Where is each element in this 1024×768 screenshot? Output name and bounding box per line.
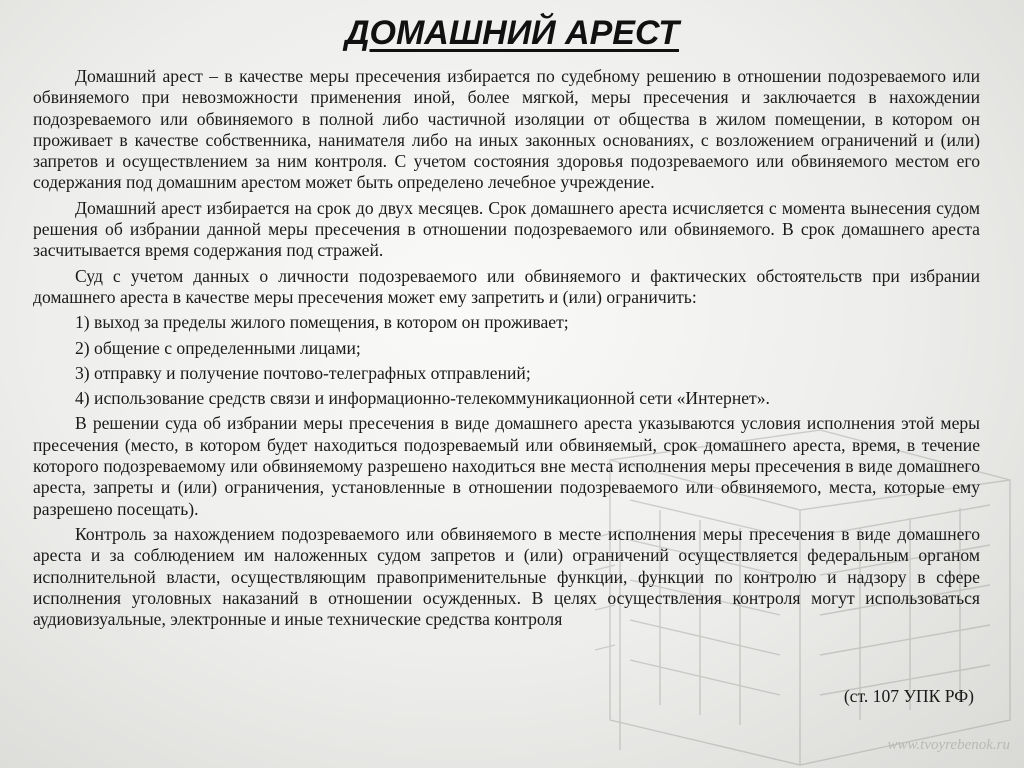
list-item-4: 4) использование средств связи и информационно-телекоммуникационной сети «Интернет». — [75, 388, 770, 409]
paragraph-definition: Домашний арест – в качестве меры пресечения избирается по судебному решению в отношении подозреваемого или обвиняемого при невозможности применения иной, более мягкой, меры пресечения и заключается в нахождении подозреваемого или обвиняемого в полной либо частичной изоляции от общества в жилом помещении, в котором он проживает в качестве собственника, нанимателя либо на иных законных основаниях, с возложением ограничений и (или) запретов и осуществлением за ним контроля. С учетом состояния здоровья подозреваемого или обвиняемого местом его содержания под домашним арестом может быть определено лечебное учреждение. — [33, 66, 980, 193]
list-item-2: 2) общение с определенными лицами; — [75, 337, 361, 358]
slide-body — [33, 66, 980, 634]
paragraph-court-decision: В решении суда об избрании меры пресечения в виде домашнего ареста указываются условия исполнения этой меры пресечения (место, в котором будет находиться подозреваемый или обвиняемый, срок домашнего ареста, время, в течение которого подозреваемому или обвиняемому разрешено находиться вне места исполнения меры пресечения в виде домашнего ареста, запреты и (или) ограничения, установленные в отношении подозреваемого или обвиняемого, места, которые ему разрешено посещать). — [33, 413, 980, 519]
list-item-1: 1) выход за пределы жилого помещения, в котором он проживает; — [75, 312, 569, 333]
paragraph-term: Домашний арест избирается на срок до двух месяцев. Срок домашнего ареста исчисляется с момента вынесения судом решения об избрании данной меры пресечения в отношении подозреваемого или обвиняемого. В срок домашнего ареста засчитывается время содержания под стражей. — [33, 197, 980, 261]
watermark: www.tvoyrebenok.ru — [887, 737, 1010, 753]
slide-title: ДОМАШНИЙ АРЕСТ — [344, 14, 679, 52]
source-citation: (ст. 107 УПК РФ) — [843, 686, 974, 706]
list-item-3: 3) отправку и получение почтово-телеграфных отправлений; — [75, 362, 531, 383]
paragraph-restrictions-intro: Суд с учетом данных о личности подозреваемого или обвиняемого и фактических обстоятельств при избрании домашнего ареста в качестве меры пресечения может ему запретить и (или) ограничить: — [33, 265, 980, 307]
paragraph-control: Контроль за нахождением подозреваемого или обвиняемого в месте исполнения меры пресечения в виде домашнего ареста и за соблюдением им наложенных судом запретов и (или) ограничений осуществляется федеральным органом исполнительной власти, осуществляющим правоприменительные функции, функции по контролю и надзору в сфере исполнения уголовных наказаний в отношении осужденных. В целях осуществления контроля могут использоваться аудиовизуальные, электронные и иные технические средства контроля — [33, 523, 980, 630]
